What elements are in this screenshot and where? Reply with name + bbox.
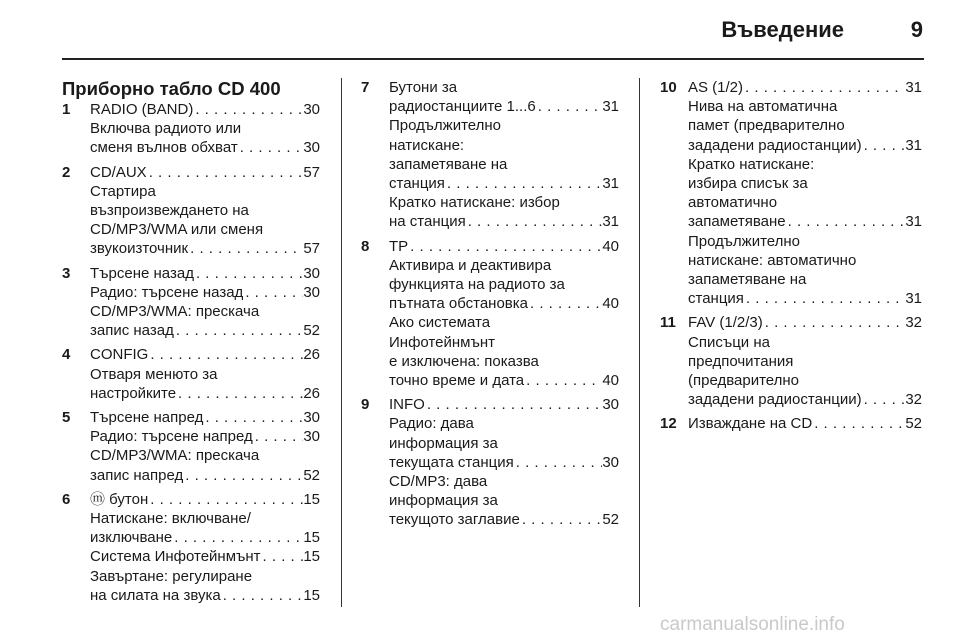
- entry-text: CD/MP3: дава: [389, 473, 488, 491]
- entry-text: радиостанциите 1...6: [389, 98, 536, 116]
- dot-leader: [148, 345, 303, 364]
- page-reference[interactable]: 40: [602, 237, 619, 255]
- entry-line: [389, 294, 619, 313]
- entry-line: [389, 472, 619, 491]
- entry-number: 1: [62, 101, 71, 118]
- entry-line: [90, 427, 320, 446]
- entry-description: [389, 237, 619, 391]
- entry-number: 3: [62, 264, 71, 282]
- control-entry: [62, 345, 320, 403]
- dot-leader: [862, 390, 906, 409]
- entry-line: [90, 567, 320, 586]
- entry-line: [688, 313, 922, 332]
- entry-text: станция: [389, 175, 445, 193]
- control-entry: [62, 490, 320, 605]
- dot-leader: [193, 100, 303, 119]
- entry-line: [688, 136, 922, 155]
- entry-description: [90, 100, 320, 158]
- entry-line: [389, 414, 619, 433]
- entry-line: [688, 289, 922, 308]
- entry-number: 5: [62, 409, 71, 427]
- entry-line: [90, 509, 320, 528]
- entry-line: [389, 371, 619, 390]
- entry-line: [389, 237, 619, 256]
- entry-text: памет (предварително: [688, 117, 845, 135]
- entry-text: запаметяване на: [688, 271, 807, 289]
- entry-line: [688, 174, 922, 193]
- entry-text: на силата на звука: [90, 586, 221, 604]
- entry-text: сменя вълнов обхват: [90, 139, 238, 157]
- entry-line: [389, 491, 619, 510]
- entry-description: [389, 78, 619, 232]
- entry-text: Търсене назад: [90, 264, 194, 282]
- page-reference[interactable]: 31: [905, 79, 922, 96]
- entry-description: [688, 313, 922, 409]
- entry-line: [90, 321, 320, 340]
- entry-description: [688, 414, 922, 433]
- entry-number: 11: [660, 314, 676, 332]
- entry-text: Кратко натискане: избор: [389, 194, 560, 212]
- section-title: Приборно табло CD 400: [62, 78, 281, 99]
- dot-leader: [528, 294, 602, 313]
- entry-text: Изваждане на CD: [688, 415, 813, 433]
- page-number: 9: [910, 17, 923, 42]
- entry-text: запаметяване на: [389, 155, 508, 173]
- dot-leader: [243, 283, 303, 302]
- entry-number: 9: [361, 396, 370, 414]
- entry-text: AS (1/2): [688, 79, 744, 96]
- page-reference[interactable]: 30: [303, 264, 320, 282]
- entry-line: [389, 78, 619, 97]
- entry-text: звукоизточник: [90, 240, 189, 258]
- entry-text: зададени радиостанции): [688, 136, 862, 154]
- entry-number: 12: [660, 415, 677, 433]
- control-entry: [62, 100, 320, 158]
- entry-line: [688, 414, 922, 433]
- entry-line: [389, 352, 619, 371]
- control-entry: [660, 78, 922, 308]
- dot-leader: [188, 239, 303, 258]
- entry-line: [688, 371, 922, 390]
- page-reference[interactable]: 30: [602, 396, 619, 414]
- page-reference[interactable]: 52: [905, 415, 922, 433]
- entry-line: [389, 313, 619, 332]
- entry-text: функцията на радиото за: [389, 276, 565, 294]
- entry-text: текущата станция: [389, 453, 514, 471]
- entry-text: информация за: [389, 492, 498, 510]
- entry-line: [688, 212, 922, 231]
- page-reference[interactable]: 52: [303, 466, 320, 484]
- entry-line: [90, 201, 320, 220]
- entry-line: [688, 251, 922, 270]
- dot-leader: [536, 97, 603, 116]
- dot-leader: [238, 138, 304, 157]
- entry-text: информация за: [389, 434, 498, 452]
- entry-text: Включва радиото или: [90, 120, 242, 138]
- entry-text: Ако системата: [389, 314, 491, 332]
- entry-line: [389, 136, 619, 155]
- entry-line: [389, 193, 619, 212]
- control-entry: [361, 395, 619, 529]
- entry-line: [90, 384, 320, 403]
- dot-leader: [763, 313, 906, 332]
- dot-leader: [466, 212, 603, 231]
- entry-line: [90, 490, 320, 509]
- entry-line: [688, 193, 922, 212]
- entry-text: CD/MP3/WMA или сменя: [90, 221, 264, 239]
- entry-line: [389, 174, 619, 193]
- entry-number: 8: [361, 237, 370, 255]
- control-entry: [660, 414, 922, 433]
- dot-leader: [743, 78, 905, 97]
- entry-number: 10: [660, 79, 677, 96]
- page-reference[interactable]: 32: [905, 314, 922, 332]
- entry-text: Бутони за: [389, 79, 458, 96]
- entry-text: предпочитания: [688, 352, 794, 370]
- entry-text: Натискане: включване/: [90, 510, 251, 528]
- entry-line: [90, 446, 320, 465]
- entry-description: [389, 395, 619, 529]
- page-reference[interactable]: 52: [303, 322, 320, 340]
- entry-text: Инфотейнмънт: [389, 333, 495, 351]
- page-reference[interactable]: 32: [905, 391, 922, 409]
- dot-leader: [744, 289, 905, 308]
- dot-leader: [520, 510, 602, 529]
- dot-leader: [176, 384, 303, 403]
- page-reference[interactable]: 15: [303, 548, 320, 566]
- entry-line: [90, 586, 320, 605]
- entry-text: автоматично: [688, 194, 778, 212]
- entry-line: [389, 333, 619, 352]
- dot-leader: [812, 414, 905, 433]
- entry-line: [389, 155, 619, 174]
- page-reference[interactable]: 26: [303, 384, 320, 402]
- control-entry: [660, 313, 922, 409]
- entry-text: Система Инфотейнмънт: [90, 548, 261, 566]
- entry-text: Радио: дава: [389, 415, 474, 433]
- entry-line: [90, 182, 320, 201]
- page-reference[interactable]: 31: [905, 290, 922, 308]
- entry-text: Продължително: [688, 232, 801, 250]
- entry-text: FAV (1/2/3): [688, 314, 763, 332]
- entry-text: Кратко натискане:: [688, 155, 815, 173]
- page-reference[interactable]: 30: [303, 139, 320, 157]
- entry-text: натискане:: [389, 136, 465, 154]
- entry-text: Списъци на: [688, 333, 770, 351]
- entry-text: запис напред: [90, 466, 184, 484]
- entry-text: Стартира: [90, 182, 156, 200]
- column-divider-2: [639, 78, 640, 607]
- dot-leader: [172, 528, 303, 547]
- entry-line: [688, 390, 922, 409]
- control-entry: [62, 264, 320, 341]
- entry-text: запис назад: [90, 322, 174, 340]
- entry-line: [688, 116, 922, 135]
- page-header: [0, 0, 960, 60]
- entry-text: на станция: [389, 213, 466, 231]
- page-reference[interactable]: 31: [602, 175, 619, 193]
- entry-text: настройките: [90, 384, 177, 402]
- header-divider: [62, 58, 924, 60]
- entry-text: ⓜ бутон: [90, 490, 149, 508]
- entry-text: INFO: [389, 396, 425, 414]
- entry-line: [389, 256, 619, 275]
- entry-text: RADIO (BAND): [90, 101, 194, 118]
- entry-line: [90, 220, 320, 239]
- entry-line: [389, 510, 619, 529]
- entry-text: възпроизвеждането на: [90, 202, 249, 220]
- entry-line: [90, 264, 320, 283]
- page-reference[interactable]: 40: [602, 372, 619, 390]
- control-entry: [62, 163, 320, 259]
- entry-line: [688, 78, 922, 97]
- entry-line: [688, 155, 922, 174]
- entry-line: [90, 365, 320, 384]
- chapter-title: Въведение: [721, 17, 844, 42]
- column-1: [62, 78, 320, 610]
- dot-leader: [174, 321, 303, 340]
- entry-line: [389, 434, 619, 453]
- entry-description: [90, 163, 320, 259]
- entry-line: [90, 345, 320, 364]
- page-reference[interactable]: 15: [303, 490, 320, 508]
- dot-leader: [514, 453, 603, 472]
- dot-leader: [147, 163, 304, 182]
- page-reference[interactable]: 31: [602, 98, 619, 116]
- entry-line: [90, 119, 320, 138]
- entry-line: [90, 466, 320, 485]
- entry-number: 4: [62, 346, 71, 364]
- page-reference[interactable]: 30: [303, 428, 320, 446]
- dot-leader: [203, 408, 303, 427]
- entry-line: [389, 212, 619, 231]
- entry-number: 2: [62, 163, 71, 181]
- page-reference[interactable]: 26: [303, 346, 320, 364]
- page-reference[interactable]: 15: [303, 529, 320, 547]
- entry-line: [90, 100, 320, 119]
- entry-text: CONFIG: [90, 346, 149, 364]
- entry-description: [90, 408, 320, 485]
- dot-leader: [253, 427, 304, 446]
- entry-text: точно време и дата: [389, 372, 525, 390]
- dot-leader: [261, 547, 304, 566]
- page-reference[interactable]: 31: [905, 213, 922, 231]
- entry-line: [389, 116, 619, 135]
- entry-text: Активира и деактивира: [389, 256, 552, 274]
- entry-line: [90, 408, 320, 427]
- entry-line: [688, 232, 922, 251]
- entry-text: Отваря менюто за: [90, 365, 218, 383]
- watermark: carmanualsonline.info: [660, 614, 845, 635]
- page-reference[interactable]: 31: [602, 213, 619, 231]
- page-reference[interactable]: 57: [303, 163, 320, 181]
- page-reference[interactable]: 40: [602, 295, 619, 313]
- entry-text: Радио: търсене напред: [90, 428, 253, 446]
- entry-line: [389, 275, 619, 294]
- control-entry: [361, 237, 619, 391]
- page-reference[interactable]: 30: [303, 409, 320, 427]
- entry-text: пътната обстановка: [389, 295, 529, 313]
- column-divider-1: [341, 78, 342, 607]
- page-reference[interactable]: 31: [905, 136, 922, 154]
- dot-leader: [425, 395, 602, 414]
- entry-text: (предварително: [688, 372, 800, 390]
- dot-leader: [194, 264, 303, 283]
- entry-text: текущото заглавие: [389, 511, 520, 529]
- dot-leader: [524, 371, 602, 390]
- entry-text: CD/MP3/WMA: прескача: [90, 447, 260, 465]
- dot-leader: [862, 136, 906, 155]
- page-reference[interactable]: 52: [602, 511, 619, 529]
- entry-description: [90, 264, 320, 341]
- entry-line: [90, 283, 320, 302]
- entry-text: Продължително: [389, 117, 502, 135]
- entry-text: CD/AUX: [90, 163, 147, 181]
- dot-leader: [786, 212, 906, 231]
- dot-leader: [445, 174, 602, 193]
- entry-line: [688, 270, 922, 289]
- entry-line: [389, 395, 619, 414]
- page-reference[interactable]: 30: [602, 453, 619, 471]
- entry-text: CD/MP3/WMA: прескача: [90, 303, 260, 321]
- entry-line: [389, 453, 619, 472]
- dot-leader: [408, 237, 602, 256]
- control-entry: [361, 78, 619, 232]
- entry-text: TP: [389, 237, 409, 255]
- entry-line: [90, 239, 320, 258]
- entry-text: избира списък за: [688, 175, 808, 193]
- entry-line: [90, 163, 320, 182]
- entry-text: Нива на автоматична: [688, 98, 838, 116]
- entry-text: Завъртане: регулиране: [90, 567, 253, 585]
- entry-description: [688, 78, 922, 308]
- dot-leader: [183, 466, 303, 485]
- entry-line: [688, 97, 922, 116]
- entry-text: натискане: автоматично: [688, 251, 857, 269]
- entry-text: Търсене напред: [90, 409, 204, 427]
- entry-number: 7: [361, 79, 370, 96]
- entry-line: [90, 138, 320, 157]
- entry-description: [90, 490, 320, 605]
- entry-text: изключване: [90, 529, 173, 547]
- control-entry: [62, 408, 320, 485]
- entry-line: [688, 352, 922, 371]
- entry-description: [90, 345, 320, 403]
- entry-line: [389, 97, 619, 116]
- entry-text: станция: [688, 290, 744, 308]
- dot-leader: [148, 490, 303, 509]
- entry-text: запаметяване: [688, 213, 786, 231]
- entry-line: [90, 302, 320, 321]
- page-reference[interactable]: 57: [303, 240, 320, 258]
- entry-text: Радио: търсене назад: [90, 283, 244, 301]
- page-reference[interactable]: 30: [303, 283, 320, 301]
- entry-line: [688, 333, 922, 352]
- entry-line: [90, 528, 320, 547]
- entry-line: [90, 547, 320, 566]
- column-2: [361, 78, 619, 535]
- entry-number: 6: [62, 490, 71, 508]
- page-reference[interactable]: 15: [303, 586, 320, 604]
- page-reference[interactable]: 30: [303, 101, 320, 118]
- column-3: [660, 78, 922, 439]
- entry-text: е изключена: показва: [389, 352, 539, 370]
- entry-text: зададени радиостанции): [688, 391, 862, 409]
- dot-leader: [221, 586, 304, 605]
